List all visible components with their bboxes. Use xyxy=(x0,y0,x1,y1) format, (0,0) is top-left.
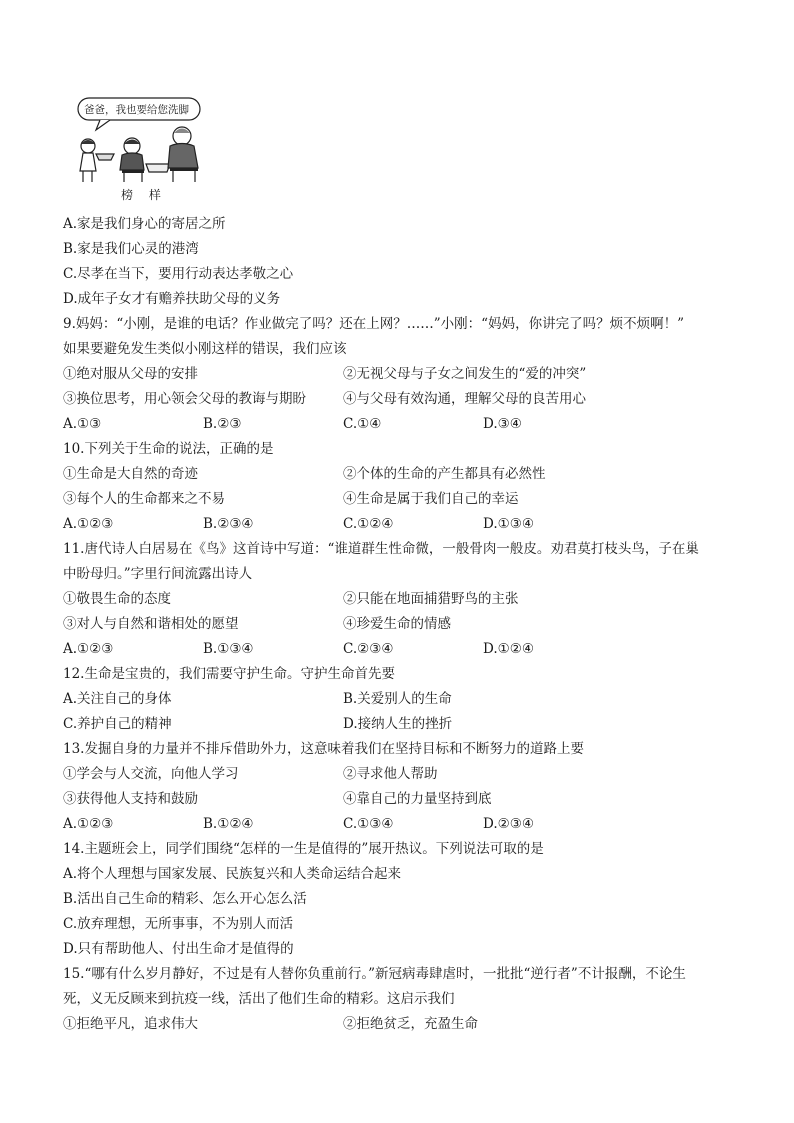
q11-choice-c: C.②③④ xyxy=(343,641,394,657)
q13-item-3: ③获得他人支持和鼓励 xyxy=(63,791,198,807)
q15-item-1: ①拒绝平凡，追求伟大 xyxy=(63,1016,198,1032)
q13-item-4: ④靠自己的力量坚持到底 xyxy=(343,791,492,807)
q14-option-b: B.活出自己生命的精彩、怎么开心怎么活 xyxy=(63,891,307,907)
q14-option-c: C.放弃理想，无所事事，不为别人而活 xyxy=(63,916,294,932)
q9-choice-a: A.①③ xyxy=(63,416,102,432)
q11-stem-line-2: 中盼母归。”字里行间流露出诗人 xyxy=(63,566,253,582)
q10-choice-d: D.①③④ xyxy=(483,516,534,532)
q10-item-1: ①生命是大自然的奇迹 xyxy=(63,466,198,482)
q13-choice-b: B.①②④ xyxy=(203,816,254,832)
q13-choice-c: C.①③④ xyxy=(343,816,394,832)
speech-bubble-text: 爸爸，我也要给您洗脚 xyxy=(84,104,189,116)
q13-stem: 13.发掘自身的力量并不排斥借助外力，这意味着我们在坚持目标和不断努力的道路上要 xyxy=(63,741,584,757)
q9-choice-b: B.②③ xyxy=(203,416,242,432)
q13-choice-d: D.②③④ xyxy=(483,816,534,832)
q9-item-3: ③换位思考，用心领会父母的教诲与期盼 xyxy=(63,391,306,407)
q12-option-d: D.接纳人生的挫折 xyxy=(343,716,453,732)
q10-choice-b: B.②③④ xyxy=(203,516,254,532)
q14-stem: 14.主题班会上，同学们围绕“怎样的一生是值得的”展开热议。下列说法可取的是 xyxy=(63,841,544,857)
q11-stem-line-1: 11.唐代诗人白居易在《鸟》这首诗中写道：“谁道群生性命微，一般骨肉一般皮。劝君莫打枝头鸟，子在巢 xyxy=(63,541,699,557)
q9-choice-d: D.③④ xyxy=(483,416,522,432)
q14-option-d: D.只有帮助他人、付出生命才是值得的 xyxy=(63,941,294,957)
q9-item-4: ④与父母有效沟通，理解父母的良苦用心 xyxy=(343,391,586,407)
q14-option-a: A.将个人理想与国家发展、民族复兴和人类命运结合起来 xyxy=(63,866,402,882)
q13-item-1: ①学会与人交流，向他人学习 xyxy=(63,766,239,782)
q11-item-4: ④珍爱生命的情感 xyxy=(343,616,451,632)
q12-option-b: B.关爱别人的生命 xyxy=(343,691,452,707)
q15-stem-line-2: 死，义无反顾来到抗疫一线，活出了他们生命的精彩。这启示我们 xyxy=(63,991,455,1007)
q9-stem-line-2: 如果要避免发生类似小刚这样的错误，我们应该 xyxy=(63,341,347,357)
q8-option-b: B.家是我们心灵的港湾 xyxy=(63,241,199,257)
q12-option-c: C.养护自己的精神 xyxy=(63,716,172,732)
q11-item-2: ②只能在地面捕猎野鸟的主张 xyxy=(343,591,519,607)
q10-item-2: ②个体的生命的产生都具有必然性 xyxy=(343,466,546,482)
q10-stem: 10.下列关于生命的说法，正确的是 xyxy=(63,441,274,457)
q11-item-1: ①敬畏生命的态度 xyxy=(63,591,171,607)
q8-option-d: D.成年子女才有赡养扶助父母的义务 xyxy=(63,291,281,307)
q10-choice-c: C.①②④ xyxy=(343,516,394,532)
q9-stem-line-1: 9.妈妈：“小刚，是谁的电话？作业做完了吗？还在上网？……”小刚：“妈妈，你讲完了吗？烦不烦啊！” xyxy=(63,316,684,332)
q9-item-2: ②无视父母与子女之间发生的“爱的冲突” xyxy=(343,366,587,382)
q9-item-1: ①绝对服从父母的安排 xyxy=(63,366,198,382)
q12-option-a: A.关注自己的身体 xyxy=(63,691,172,707)
q12-stem: 12.生命是宝贵的，我们需要守护生命。守护生命首先要 xyxy=(63,666,395,682)
q10-item-4: ④生命是属于我们自己的幸运 xyxy=(343,491,519,507)
q10-item-3: ③每个人的生命都来之不易 xyxy=(63,491,225,507)
q13-item-2: ②寻求他人帮助 xyxy=(343,766,438,782)
q15-item-2: ②拒绝贫乏，充盈生命 xyxy=(343,1016,478,1032)
figure-caption: 榜 样 xyxy=(121,188,167,202)
q8-option-c: C.尽孝在当下，要用行动表达孝敬之心 xyxy=(63,266,294,282)
q11-choice-b: B.①③④ xyxy=(203,641,254,657)
q8-option-a: A.家是我们身心的寄居之所 xyxy=(63,216,226,232)
q11-choice-a: A.①②③ xyxy=(63,641,114,657)
q11-choice-d: D.①②④ xyxy=(483,641,534,657)
q11-item-3: ③对人与自然和谐相处的愿望 xyxy=(63,616,239,632)
q9-choice-c: C.①④ xyxy=(343,416,382,432)
q15-stem-line-1: 15.“哪有什么岁月静好，不过是有人替你负重前行。”新冠病毒肆虐时，一批批“逆行者”不计报酬，不论生 xyxy=(63,966,686,982)
q13-choice-a: A.①②③ xyxy=(63,816,114,832)
q10-choice-a: A.①②③ xyxy=(63,516,114,532)
